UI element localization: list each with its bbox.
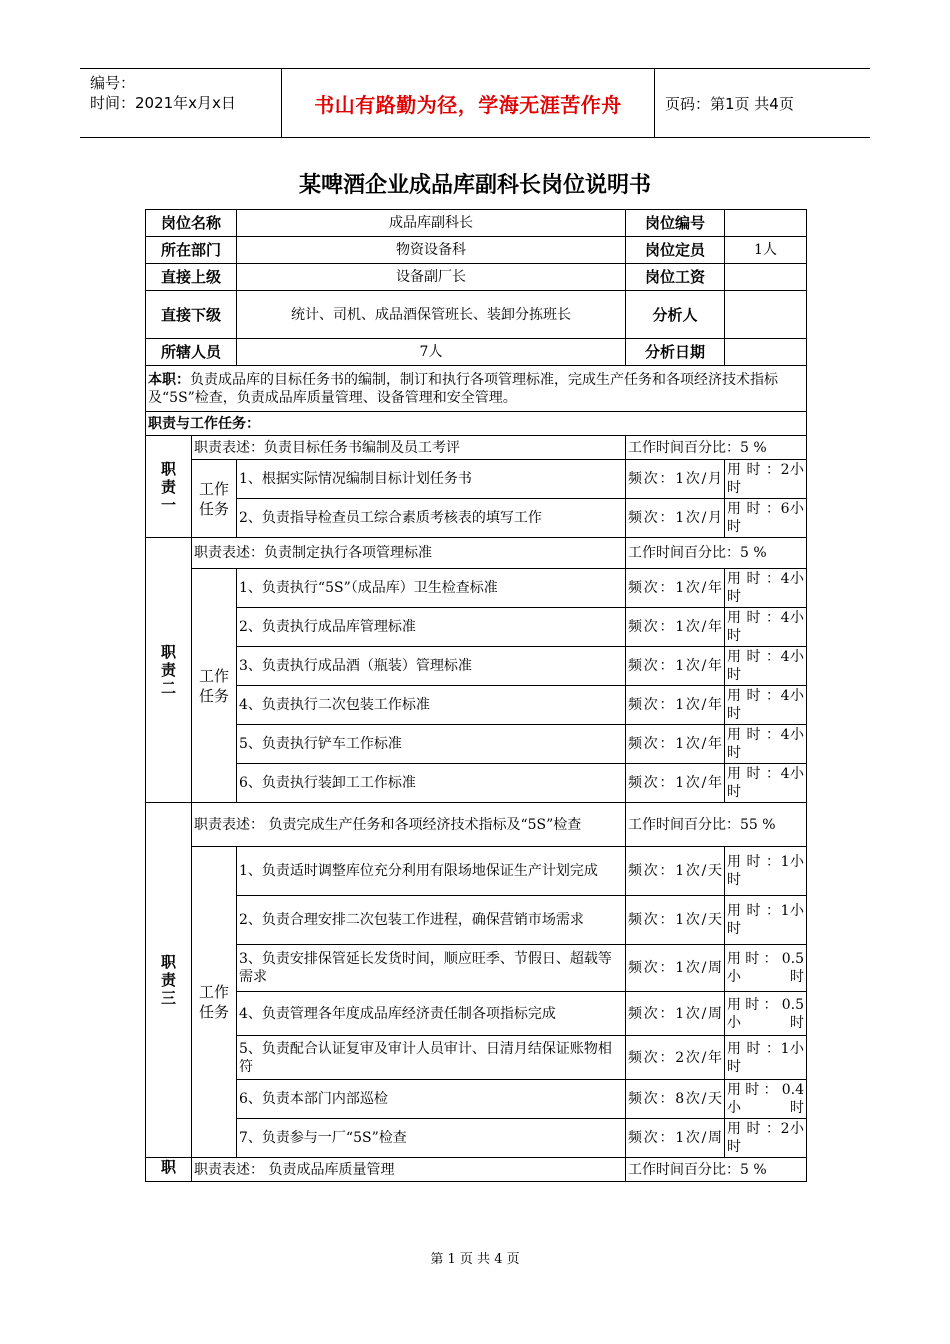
task-text: 1、根据实际情况编制目标计划任务书: [237, 460, 626, 499]
task-frequency: 频次：1次/天: [626, 896, 725, 945]
work-task-label-text: 工作任务: [198, 983, 229, 1021]
task-duration: 用 时 ：2小时: [725, 1119, 807, 1158]
duty-time-percent: 工作时间百分比：5 %: [626, 436, 807, 460]
task-text: 2、负责执行成品库管理标准: [237, 608, 626, 647]
task-text: 6、负责本部门内部巡检: [237, 1080, 626, 1119]
duty-name-text: 职责二: [160, 643, 176, 697]
analyst-value: [725, 291, 807, 339]
task-frequency: 频次：8次/天: [626, 1080, 725, 1119]
superior-value: 设备副厂长: [237, 264, 626, 291]
info-row-dept: [146, 237, 807, 264]
duty-summary-row: [146, 366, 807, 412]
staff-label: 所辖人员: [146, 339, 237, 366]
duty-name: [146, 803, 192, 1158]
duty-summary-label: 本职：: [148, 371, 190, 388]
date-label: 分析日期: [626, 339, 725, 366]
tasks-heading: 职责与工作任务：: [146, 412, 807, 436]
duty-name: [146, 436, 192, 538]
task-row: [146, 499, 807, 538]
date-value: [725, 339, 807, 366]
page-footer: 第 1 页 共 4 页: [430, 1252, 520, 1267]
duty-statement-row: [146, 538, 807, 569]
duty-name-text: 职: [160, 1158, 176, 1176]
staff-value: 7人: [237, 339, 626, 366]
info-row-subordinate: [146, 291, 807, 339]
task-frequency: 频次：1次/周: [626, 945, 725, 992]
task-duration: 用时：0.4小时: [725, 1080, 807, 1119]
task-text: 2、负责合理安排二次包装工作进程，确保营销市场需求: [237, 896, 626, 945]
task-row: [146, 945, 807, 992]
quota-value: 1人: [725, 237, 807, 264]
time-label: 时间：2021年x月x日: [90, 94, 236, 112]
work-task-label: [192, 569, 237, 803]
task-frequency: 频次：1次/天: [626, 847, 725, 896]
duty-statement: 职责表述： 负责成品库质量管理: [192, 1158, 626, 1182]
task-row: [146, 847, 807, 896]
duty-time-percent: 工作时间百分比：5 %: [626, 1158, 807, 1182]
task-row: [146, 1080, 807, 1119]
duty-statement: 职责表述：负责制定执行各项管理标准: [192, 538, 626, 569]
tasks-heading-row: [146, 412, 807, 436]
info-row-post_name: [146, 210, 807, 237]
duty-name-text: 职责一: [160, 459, 176, 514]
task-text: 1、负责执行“5S”（成品库）卫生检查标准: [237, 569, 626, 608]
dept-label: 所在部门: [146, 237, 237, 264]
info-row-staff: [146, 339, 807, 366]
task-duration: 用 时 ：2小时: [725, 460, 807, 499]
task-duration: 用 时 ：6小时: [725, 499, 807, 538]
document-title: 某啤酒企业成品库副科长岗位说明书: [298, 173, 651, 198]
post_no-value: [725, 210, 807, 237]
wage-label: 岗位工资: [626, 264, 725, 291]
task-duration: 用时：0.5小时: [725, 945, 807, 992]
task-duration: 用 时 ：4小时: [725, 764, 807, 803]
task-row: [146, 764, 807, 803]
wage-value: [725, 264, 807, 291]
task-frequency: 频次：1次/月: [626, 499, 725, 538]
task-text: 3、负责执行成品酒（瓶装）管理标准: [237, 647, 626, 686]
duty-summary: [146, 366, 807, 412]
job-description-table: [145, 209, 807, 1182]
header-page-label: 页码：第1页 共4页: [665, 94, 794, 113]
task-text: 7、负责参与一厂“5S”检查: [237, 1119, 626, 1158]
task-row: [146, 608, 807, 647]
task-duration: 用 时 ：1小时: [725, 1036, 807, 1080]
task-frequency: 频次：2次/年: [626, 1036, 725, 1080]
duty-name-text: 职责三: [160, 953, 176, 1007]
work-task-label: [192, 460, 237, 538]
subordinate-value: 统计、司机、成品酒保管班长、装卸分拣班长: [237, 291, 626, 339]
task-frequency: 频次：1次/年: [626, 569, 725, 608]
subordinate-label: 直接下级: [146, 291, 237, 339]
task-duration: 用 时 ：4小时: [725, 569, 807, 608]
duty-statement-row: [146, 803, 807, 847]
work-task-label-text: 工作任务: [198, 666, 229, 705]
task-frequency: 频次：1次/月: [626, 460, 725, 499]
post_no-label: 岗位编号: [626, 210, 725, 237]
task-row: [146, 1119, 807, 1158]
dept-value: 物资设备科: [237, 237, 626, 264]
task-duration: 用 时 ：1小时: [725, 896, 807, 945]
task-text: 1、负责适时调整库位充分利用有限场地保证生产计划完成: [237, 847, 626, 896]
task-duration: 用 时 ：4小时: [725, 686, 807, 725]
task-frequency: 频次：1次/年: [626, 764, 725, 803]
task-text: 2、负责指导检查员工综合素质考核表的填写工作: [237, 499, 626, 538]
task-duration: 用 时 ：4小时: [725, 725, 807, 764]
work-task-label: [192, 847, 237, 1158]
task-frequency: 频次：1次/年: [626, 725, 725, 764]
task-text: 5、负责配合认证复审及审计人员审计、日清月结保证账物相符: [237, 1036, 626, 1080]
analyst-label: 分析人: [626, 291, 725, 339]
task-text: 6、负责执行装卸工工作标准: [237, 764, 626, 803]
task-row: [146, 725, 807, 764]
task-duration: 用 时 ：1小时: [725, 847, 807, 896]
duty-time-percent: 工作时间百分比：5 %: [626, 538, 807, 569]
task-row: [146, 569, 807, 608]
task-row: [146, 647, 807, 686]
task-text: 4、负责管理各年度成品库经济责任制各项指标完成: [237, 992, 626, 1036]
header-motto: 书山有路勤为径，学海无涯苦作舟: [282, 69, 655, 137]
task-row: [146, 1036, 807, 1080]
task-text: 3、负责安排保管延长发货时间，顺应旺季、节假日、超载等需求: [237, 945, 626, 992]
task-row: [146, 896, 807, 945]
task-frequency: 频次：1次/年: [626, 647, 725, 686]
header-left: [80, 69, 282, 137]
duty-name: [146, 1158, 192, 1182]
task-frequency: 频次：1次/周: [626, 992, 725, 1036]
duty-statement: 职责表述：负责目标任务书编制及员工考评: [192, 436, 626, 460]
duty-time-percent: 工作时间百分比：55 %: [626, 803, 807, 847]
task-duration: 用 时 ：4小时: [725, 647, 807, 686]
duty-summary-text: 负责成品库的目标任务书的编制，制订和执行各项管理标准，完成生产任务和各项经济技术指标及“5S”检查，负责成品库质量管理、设备管理和安全管理。: [148, 371, 778, 406]
post_name-value: 成品库副科长: [237, 210, 626, 237]
task-duration: 用时：0.5小时: [725, 992, 807, 1036]
duty-statement-row: [146, 1158, 807, 1182]
task-row: [146, 686, 807, 725]
task-frequency: 频次：1次/周: [626, 1119, 725, 1158]
task-text: 4、负责执行二次包装工作标准: [237, 686, 626, 725]
page-header: [80, 68, 870, 138]
duty-statement-row: [146, 436, 807, 460]
number-label: 编号：: [90, 74, 136, 92]
task-row: [146, 992, 807, 1036]
duty-statement: 职责表述： 负责完成生产任务和各项经济技术指标及“5S”检查: [192, 803, 626, 847]
post_name-label: 岗位名称: [146, 210, 237, 237]
duty-name: [146, 538, 192, 803]
superior-label: 直接上级: [146, 264, 237, 291]
task-frequency: 频次：1次/年: [626, 608, 725, 647]
task-duration: 用 时 ：4小时: [725, 608, 807, 647]
work-task-label-text: 工作任务: [198, 479, 229, 518]
task-frequency: 频次：1次/年: [626, 686, 725, 725]
task-row: [146, 460, 807, 499]
quota-label: 岗位定员: [626, 237, 725, 264]
task-text: 5、负责执行铲车工作标准: [237, 725, 626, 764]
info-row-superior: [146, 264, 807, 291]
